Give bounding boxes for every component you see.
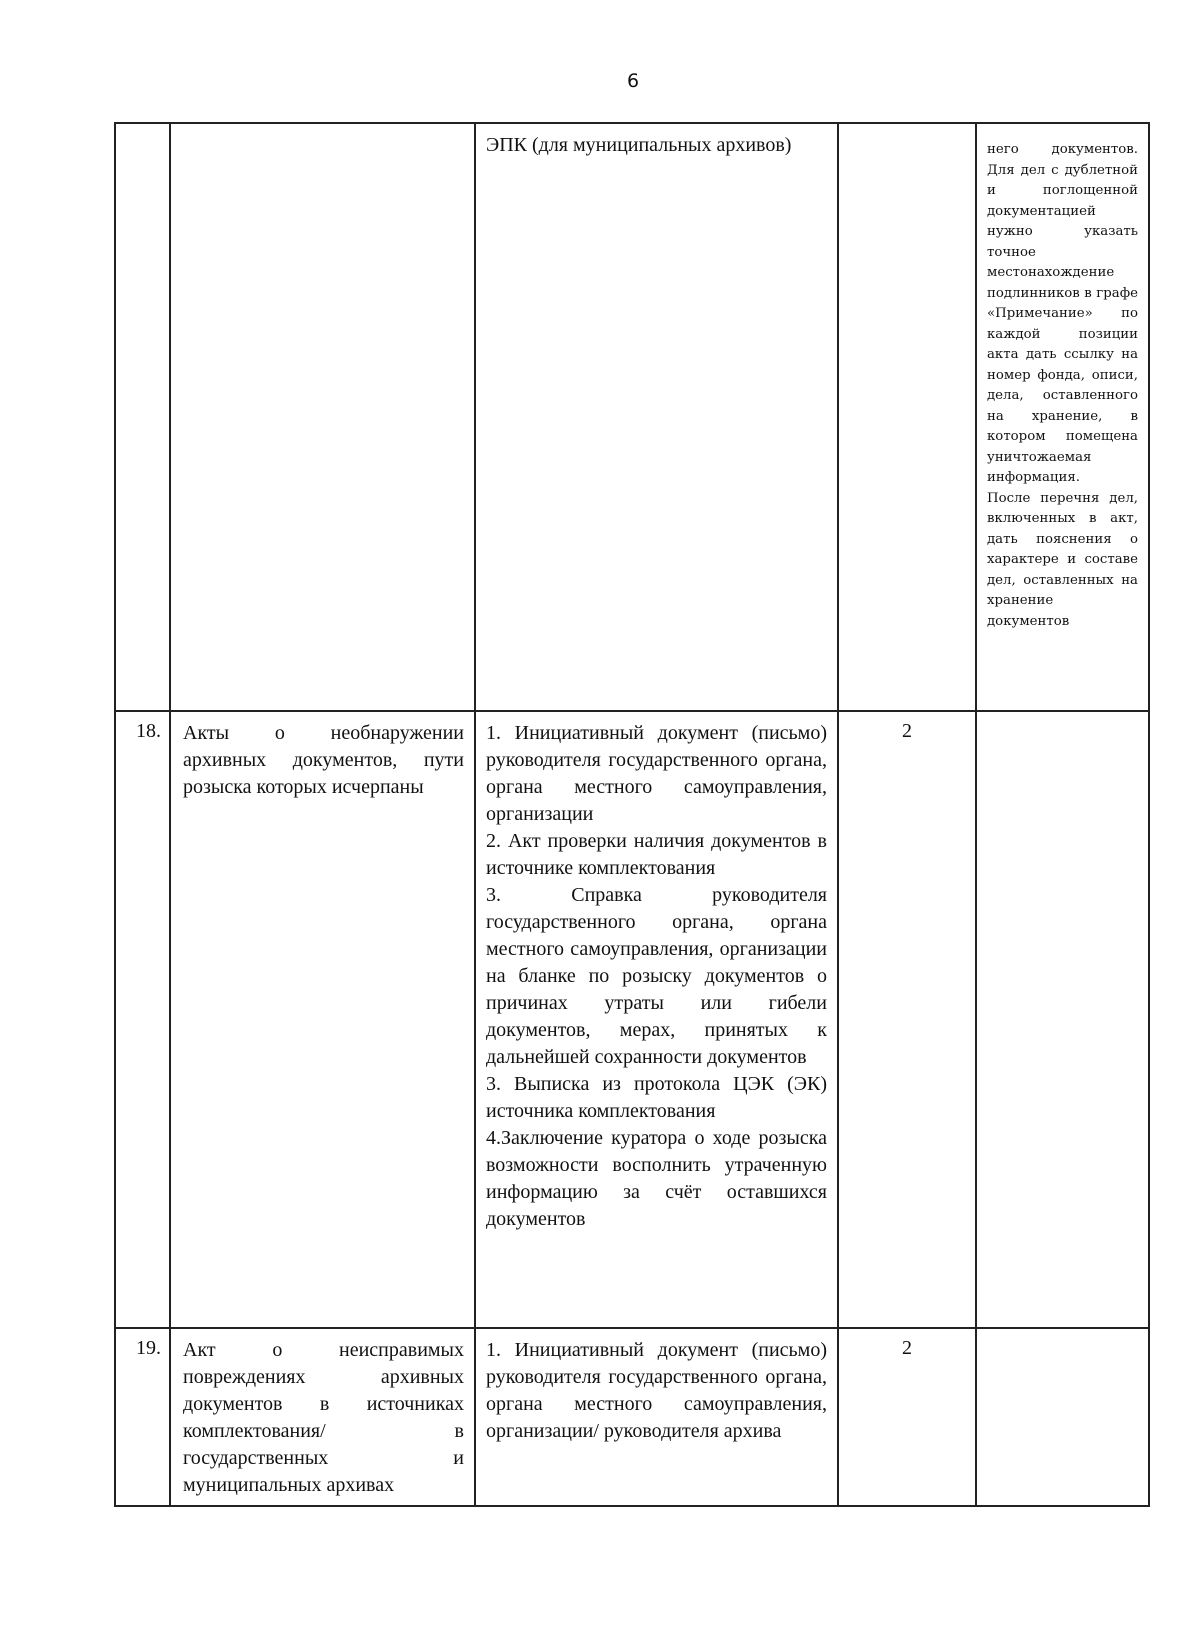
table-row [115,1328,1149,1506]
document-item: 3. Справка руководителя государственного органа, органа местного самоуправления, организации на бланке по розыску документов о причинах утраты или гибели документов, мерах, принятых к дальнейшей сохранности документов [486,884,827,1068]
row-number [115,123,170,711]
page-number: 6 [626,70,640,92]
row-note [976,711,1149,1328]
table-row [115,123,1149,711]
row-note [976,123,1149,711]
row-title: Акт о неисправимых повреждениях архивных документов в источниках комплектования/ в государственных и муниципальных архивах [170,1328,475,1506]
row-note [976,1328,1149,1506]
row-quantity: 2 [838,711,976,1328]
document-item: 2. Акт проверки наличия документов в источнике комплектования [486,830,827,879]
note-paragraph: После перечня дел, включенных в акт, дать пояснения о характере и составе дел, оставленных на хранение документов [987,490,1138,629]
document-item: 1. Инициативный документ (письмо) руководителя государственного органа, органа местного самоуправления, организации/ руководителя архива [486,1339,827,1442]
row-quantity [838,123,976,711]
document-item: 3. Выписка из протокола ЦЭК (ЭК) источника комплектования [486,1073,827,1122]
table-row [115,711,1149,1328]
row-title: Акты о необнаружении архивных документов, пути розыска которых исчерпаны [170,711,475,1328]
row-documents [475,711,838,1328]
row-documents [475,1328,838,1506]
row-number: 19. [115,1328,170,1506]
document-item: 1. Инициативный документ (письмо) руководителя государственного органа, органа местного самоуправления, организации [486,722,827,825]
row-title [170,123,475,711]
row-documents [475,123,838,711]
note-paragraph: него документов. Для дел с дублетной и поглощенной документацией нужно указать точное местонахождение подлинников в графе «Примечание» по каждой позиции акта дать ссылку на номер фонда, описи, дела, оставленного на хранение, в котором помещена уничтожаемая информация. [987,142,1138,485]
document-item: ЭПК (для муниципальных архивов) [486,134,792,156]
document-item: 4.Заключение куратора о ходе розыска возможности восполнить утраченную информацию за счёт оставшихся документов [486,1127,827,1230]
row-quantity: 2 [838,1328,976,1506]
row-number: 18. [115,711,170,1328]
document-table [114,122,1150,1507]
